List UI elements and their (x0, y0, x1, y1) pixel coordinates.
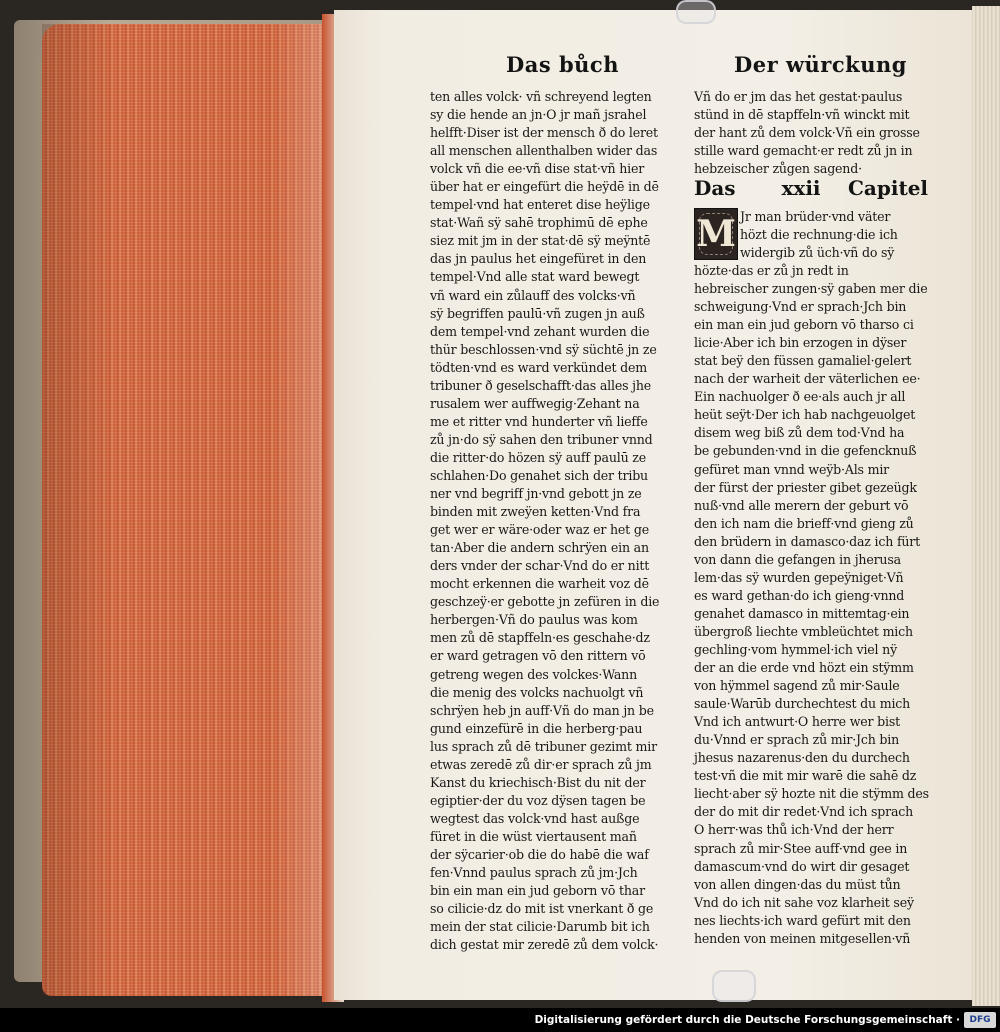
chapter-number: xxii (781, 176, 821, 200)
red-page-edges (42, 24, 334, 996)
text-line: be gebunden·vnd in die gefencknuß (694, 443, 917, 459)
text-line: O herr·was thů ich·Vnd der herr (694, 822, 894, 838)
chapter-heading (694, 176, 938, 200)
text-line: Kanst du kriechisch·Bist du nit der (430, 774, 646, 790)
text-line: schlahen·Do genahet sich der tribu (430, 467, 648, 483)
text-line: Ein nachuolger ð ee·als auch jr all (694, 389, 906, 405)
funding-credit: Digitalisierung gefördert durch die Deutsche Forschungsgemeinschaft · (534, 1014, 960, 1026)
text-line: hözt die rechnung·die ich (740, 227, 898, 243)
text-line: zů jn·do sÿ sahen den tribuner vnnd (430, 431, 653, 447)
text-line: der fürst der priester gibet gezeügk (694, 479, 917, 495)
text-line: mein der stat cilicie·Darumb bit ich (430, 919, 650, 935)
initial-letter: M (696, 213, 736, 255)
text-line: get wer er wäre·oder waz er het ge (430, 522, 649, 538)
page-clip-top (676, 0, 716, 24)
text-line: siez mit jm in der stat·dē sÿ meÿntē (430, 233, 651, 249)
text-line: lem·das sÿ wurden gepeÿniget·Vñ (694, 569, 904, 585)
text-line: men zů dē stapffeln·es geschahe·dz (430, 630, 650, 646)
right-page-stack (972, 6, 1000, 1006)
text-line: der do mit dir redet·Vnd ich sprach (694, 804, 914, 820)
text-line: das jn paulus het eingefüret in den (430, 251, 647, 267)
text-line: tan·Aber die andern schrÿen ein an (430, 540, 649, 556)
text-line: hebzeischer zůgen sagend· (694, 161, 862, 177)
text-line: lus sprach zů dē tribuner gezimt mir (430, 738, 657, 754)
text-line: helfft·Diser ist der mensch ð do leret (430, 125, 658, 141)
text-line: disem weg biß zů dem tod·Vnd ha (694, 425, 905, 441)
text-line: der sÿcarier·ob die do habē die waf (430, 846, 649, 862)
text-line: den ich nam die brieff·vnd gieng zů (694, 515, 914, 531)
text-line: stat·Wañ sÿ sahē trophimū dē ephe (430, 215, 648, 231)
text-line: widergib zů üch·vñ do sÿ (740, 245, 895, 261)
text-line: Vnd do ich nit sahe voz klarheit seÿ (694, 894, 914, 910)
text-line: von allen dingen·das du müst tůn (694, 876, 901, 892)
text-line: rusalem wer auffwegig·Zehant na (430, 395, 640, 411)
text-line: tödten·vnd es ward verkündet dem (430, 359, 647, 375)
text-line: stille ward gemacht·er redt zů jn in (694, 143, 913, 159)
text-line: mocht erkennen die warheit voz dē (430, 576, 649, 592)
text-line: stünd in dē stapffeln·vñ winckt mit (694, 107, 910, 123)
text-line: tempel·Vnd alle stat ward bewegt (430, 269, 640, 285)
text-line: thür beschlossen·vnd sÿ süchtē jn ze (430, 341, 657, 357)
text-line: Vnd ich antwurt·O herre wer bist (694, 714, 900, 730)
text-line: etwas zeredē zů dir·er sprach zů jm (430, 756, 652, 772)
text-line: nuß·vnd alle merern der geburt vō (694, 497, 909, 513)
running-head-right: Der würckung (734, 52, 907, 77)
text-line: genahet damasco in mittemtag·ein (694, 605, 910, 621)
decorated-initial (694, 208, 738, 260)
right-column-initial-lines (740, 208, 940, 262)
text-line: volck vñ die ee·vñ dise stat·vñ hier (430, 161, 645, 177)
text-line: sprach zů mir·Stee auff·vnd gee in (694, 840, 908, 856)
text-line: egiptier·der du voz dÿsen tagen be (430, 792, 646, 808)
text-line: dich gestat mir zeredē zů dem volck· (430, 937, 659, 953)
text-line: stat beÿ den füssen gamaliel·gelert (694, 353, 912, 369)
text-line: der hant zů dem volck·Vñ ein grosse (694, 125, 920, 141)
text-line: saule·Warūb durchechtest du mich (694, 696, 911, 712)
text-line: getreng wegen des volckes·Wann (430, 666, 637, 682)
text-line: liecht·aber sÿ hozte nit die stÿmm des (694, 786, 929, 802)
text-line: damascum·vnd do wirt dir gesaget (694, 858, 910, 874)
text-line: tempel·vnd hat enteret dise heÿlige (430, 197, 650, 213)
text-line: all menschen allenthalben wider das (430, 143, 658, 159)
text-line: test·vñ die mit mir warē die sahē dz (694, 768, 917, 784)
text-line: über hat er eingefürt die heÿdē in dē (430, 179, 659, 195)
text-line: der an die erde vnd hözt ein stÿmm (694, 660, 914, 676)
text-line: jhesus nazarenus·den du durchech (694, 750, 910, 766)
text-line: me et ritter vnd hunderter vñ lieffe (430, 413, 648, 429)
text-line: von dann die gefangen in jherusa (694, 551, 901, 567)
text-line: hebreischer zungen·sÿ gaben mer die (694, 281, 928, 297)
footer-bar (0, 1008, 1000, 1032)
text-line: den brüdern in damasco·daz ich fürt (694, 533, 920, 549)
text-line: nach der warheit der väterlichen ee· (694, 371, 921, 387)
text-line: übergroß liechte vmbleüchtet mich (694, 623, 913, 639)
text-line: ders vnder der schar·Vnd do er nitt (430, 558, 650, 574)
text-line: tribuner ð geselschafft·das alles jhe (430, 377, 652, 393)
text-line: binden mit zweÿen ketten·Vnd fra (430, 504, 641, 520)
running-head-left: Das bůch (506, 52, 619, 77)
text-line: schrÿen heb jn auff·Vñ do man jn be (430, 702, 654, 718)
text-line: dem tempel·vnd zehant wurden die (430, 323, 650, 339)
text-line: sy die hende an jn·O jr mañ jsrahel (430, 107, 647, 123)
page-clip-bottom (712, 970, 756, 1002)
text-line: ten alles volck· vñ schreyend legten (430, 89, 652, 104)
text-line: er ward getragen vō den rittern vō (430, 648, 646, 664)
text-line: henden von meinen mitgesellen·vñ (694, 930, 911, 946)
text-line: licie·Aber ich bin erzogen in dÿser (694, 335, 907, 351)
chapter-label: Capitel (848, 176, 929, 200)
text-line: fen·Vnnd paulus sprach zů jm·Jch (430, 865, 638, 881)
right-column-intro (694, 88, 944, 178)
chapter-word: Das (694, 176, 736, 200)
text-line: ein man ein jud geborn vō tharso ci (694, 317, 914, 333)
text-line: gund einzefürē in die herberg·pau (430, 720, 643, 736)
text-line: hözte·das er zů jn redt in (694, 263, 849, 278)
right-text-column (694, 262, 944, 948)
text-line: von hÿmmel sagend zů mir·Saule (694, 678, 900, 694)
dfg-logo: DFG (964, 1012, 996, 1028)
text-line: die menig des volcks nachuolgt vñ (430, 684, 644, 700)
text-line: nes liechts·ich ward gefürt mit den (694, 912, 911, 928)
left-text-column (430, 88, 670, 954)
text-line: füret in die wüst viertausent mañ (430, 828, 637, 844)
text-line: herbergen·Vñ do paulus was kom (430, 612, 638, 628)
text-line: so cilicie·dz do mit ist vnerkant ð ge (430, 901, 654, 917)
text-line: sÿ begriffen paulū·vñ zugen jn auß (430, 305, 645, 321)
text-line: gechling·vom hymmel·ich viel nÿ (694, 641, 897, 657)
text-line: ner vnd begriff jn·vnd gebott jn ze (430, 486, 642, 502)
text-line: die ritter·do hözen sÿ auff paulū ze (430, 449, 646, 465)
text-line: heüt seÿt·Der ich hab nachgeuolget (694, 407, 916, 423)
text-line: wegtest das volck·vnd hast außge (430, 810, 640, 826)
text-line: Vñ do er jm das het gestat·paulus (694, 89, 903, 104)
text-line: du·Vnnd er sprach zů mir·Jch bin (694, 732, 900, 748)
text-line: geschzeÿ·er gebotte jn zefüren in die (430, 594, 660, 610)
text-line: es ward gethan·do ich gieng·vnnd (694, 587, 905, 603)
text-line: gefüret man vnnd weÿb·Als mir (694, 461, 889, 477)
text-line: Jr man brüder·vnd väter (740, 209, 891, 224)
text-line: vñ ward ein zůlauff des volcks·vñ (430, 287, 636, 303)
text-line: bin ein man ein jud geborn vō thar (430, 883, 645, 899)
text-line: schweigung·Vnd er sprach·Jch bin (694, 299, 907, 315)
